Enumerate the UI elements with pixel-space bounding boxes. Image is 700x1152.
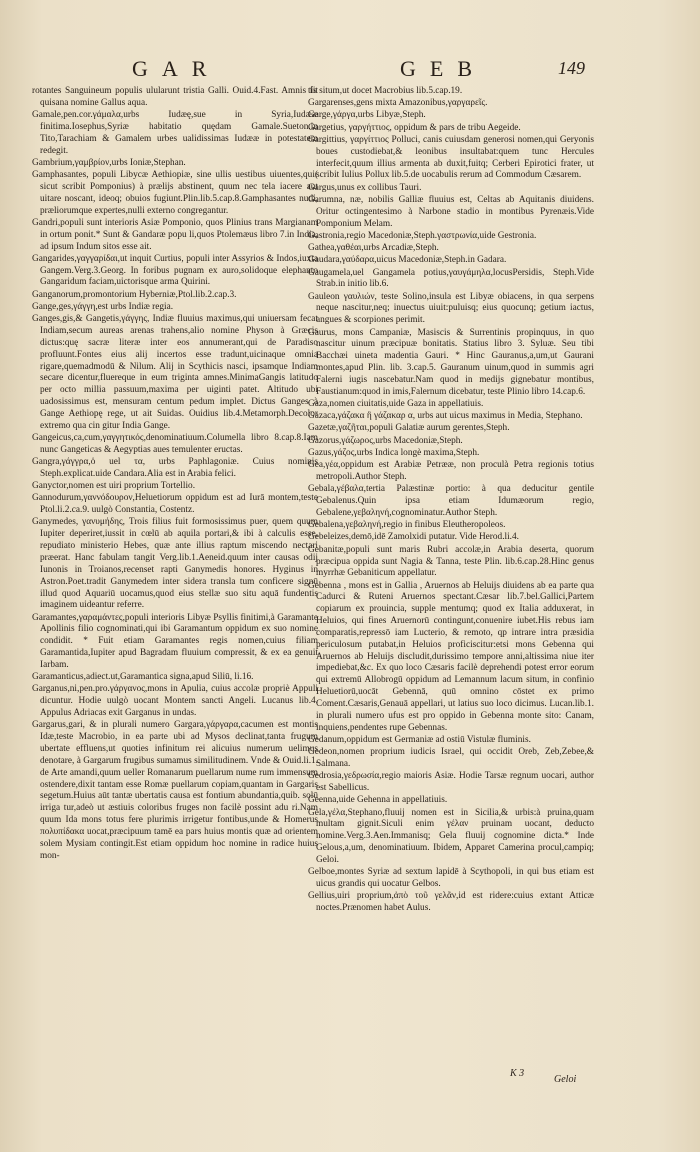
dictionary-entry: Gathea,γαθέαι,urbs Arcadiæ,Steph. — [308, 243, 439, 254]
signature-mark: K 3 — [510, 1068, 525, 1079]
dictionary-entry: Gelboe,montes Syriæ ad sextum lapidē à Scythopoli, in qui bus etiam est uicus grandis qui uocatur Gelbos. — [308, 867, 594, 890]
dictionary-entry: Garganus,ni,pen.pro.γάργανος,mons in Apulia, cuius accolæ propriè Appuli dicuntur. Hodie uulgò uocant Montem sancti Angeli. Lucanus lib.4. Appulus Adriacas exit Garganus in undas. — [32, 684, 318, 719]
dictionary-entry: Garamanticus,adiect.ut,Garamantica signa,apud Siliū, li.16. — [32, 672, 254, 683]
dictionary-entry: Gandri,populi sunt interioris Asiæ Pomponio, quos Plinius trans Margianam in ortum ponit.* Sunt & Gandaræ popu li,quos Ptolemæus libro 7.in India, ad ipsum Indum sitos esse ait. — [32, 217, 318, 252]
dictionary-entry: Gannodurum,γαννόδουρον,Heluetiorum oppidum est ad Iurā montem,teste Ptol.li.2.ca.9. uulgò Constantia, Costentz. — [32, 493, 318, 516]
dictionary-entry: Ganymedes, γανυμήδης, Trois filius fuit formosissimus puer, quem quum Iupiter deperiret,iussit in cœlū ab aquila portari,& ibi à calculis esse, repudiato ministerio Hebes, quæ ante illius raptum miscendo nectari præerat. Hanc fabulam tangit Verg.lib.1.Aeneid.quum inter causas odij Iunonis in Troianos,recenset rapti Ganymedis honores. Hyginus in Astron.Poet.tradit Ganymedem inter sidera transla tum conficere signū illud quod Aquariū uocamus,quod eius stellæ suo situ aquā fundentis imaginem uideantur referre. — [32, 517, 318, 611]
dictionary-entry: Gebala,γέβαλα,tertia Palæstinæ portio: à qua deducitur gentile Gebalenus.Quin ipsa etiam Idumæorum regio, Gebalene,γεβαληνή,cognominatur.Author Steph. — [308, 484, 594, 518]
dictionary-entry: Gazus,γάζος,urbs Indica longè maxima,Steph. — [308, 447, 480, 458]
dictionary-entry: Gangarides,γαγγαρίδαι,ut inquit Curtius, populi inter Assyrios & Indos,iuxta Gangem.Verg.3.Georg. In foribus pugnam ex auro,solidoque elephanto Gangaridum faciam,uictorisque arma Quirini. — [32, 253, 318, 288]
dictionary-entry: Gedeon,nomen proprium iudicis Israel, qui occidit Oreb, Zeb,Zebee,& Salmana. — [308, 747, 594, 770]
catchword: Geloi — [554, 1074, 577, 1085]
dictionary-entry: tis situm,ut docet Macrobius lib.5.cap.19. — [308, 86, 463, 96]
dictionary-entry: rotantes Sanguineum populis ulularunt tristia Galli. Ouid.4.Fast. Amnis fit quisana nomine Gallus aqua. — [32, 86, 318, 108]
dictionary-entry: Gangra,γάγγρα,ὁ uel τα, urbs Paphlagoniæ. Cuius nominis Steph.explicat.uide Candara.Alia est in Arabia felici. — [32, 457, 318, 479]
dictionary-entry: Gela,γέλα,Stephano,fluuij nomen est in Sicilia,& urbis:à pruina,quam multam gignit.Siculi enim γέλαν pruinam uocant, deducto nomine.Verg.3.Aen.Immanisq; Gela fluuij cognomine dicta.* Inde Gelous,a,um, denominatiuum. Ibidem, Apparet Camerina procul,campiq; Geloi. — [308, 807, 594, 865]
dictionary-entry: Gargarenses,gens mixta Amazonibus,γαργαρεῖς. — [308, 98, 488, 109]
dictionary-entry: Geenna,uide Gehenna in appellatiuis. — [308, 795, 448, 806]
dictionary-entry: Gazetæ,γαζῆται,populi Galatiæ aurum gerentes,Steph. — [308, 423, 510, 434]
dictionary-entry: Gange,ges,γάγγη,est urbs Indiæ regia. — [32, 301, 174, 312]
dictionary-entry: Gebeleizes,demō,idē Zamolxidi putatur. Vide Herod.li.4. — [308, 532, 519, 543]
dictionary-entry: Garumna, næ, nobilis Galliæ fluuius est, Celtas ab Aquitanis diuidens. Oritur octingentesimo à Narbone stadio in montibus Pyrenæis.Vide Pomponium Melam. — [308, 194, 594, 229]
dictionary-entry: Gauleon γαυλιών, teste Solino,insula est Libyæ obiacens, in qua serpens neque nascitur,neq; inuectus uiuit:puluisq; eius quocunq; getium iactus, angues & scorpiones perimit. — [308, 291, 594, 326]
dictionary-entry: Gambrium,γαμβρίον,urbs Ioniæ,Stephan. — [32, 157, 186, 168]
dictionary-entry: Gea,γέα,oppidum est Arabiæ Petrææ, non proculà Petra regionis totius metropoli.Author Steph. — [308, 460, 594, 483]
dictionary-entry: Gamphasantes, populi Libycæ Aethiopiæ, sine ullis uestibus uiuentes,qui( sicut scribit Pomponius) à prælijs abstinent, quum nec tela iacere aut uitare noscant, ideoq; obuios fugiunt.Plin.lib.5.cap.8.Gamphasantes nudi, præliorumque expertes,nulli externo congregantur. — [32, 170, 318, 216]
dictionary-entry: Gaurus, mons Campaniæ, Masiscis & Surrentinis propinquus, in quo nascitur uinum præcipuæ bonitatis. Statius libro 3. Syluæ. Seu tibi Bacchæi uineta madentia Gauri. * Hinc Gauranus,a,um,ut Gaurani montes,apud Plin. lib. 3.cap.5. Gauranum uinum,quod in summis agri Falerni iugis nascebatur.Nam quod in medijs gignebatur montibus, Faustianum:quod in imis,Falernum dicebatur, teste Plinio libro 14.cap.6. — [308, 327, 594, 397]
running-header — [0, 56, 700, 86]
dictionary-entry: Gedanum,oppidum est Germaniæ ad ostiū Vistulæ fluminis. — [308, 734, 531, 745]
dictionary-entry: Gargittius, γαργίττιος Polluci, canis cuiusdam generosi nomen,qui Geryonis boues custodiebat,& leonibus insultabat:quem tunc Hercules interfecit,quum illius armenta ab duxit,fuitq; Cerberi Epirotici frater, ut scribit Iulius Pollux lib.5.de uocabulis rerum ad Commodum Cæsarem. — [308, 134, 594, 181]
dictionary-entry: Gebanitæ,populi sunt maris Rubri accolæ,in Arabia deserta, quorum præcipua oppida sunt Nagia & Tanna, teste Plin. lib.6.cap.28.Hinc genus myrrhæ Gebaniticum appellatur. — [308, 544, 594, 579]
page-footer — [308, 1068, 594, 1084]
dictionary-entry: Gamale,pen.cor.γάμαλα,urbs Iudæę,sue in Syria,Iudææ finitima.Iosephus,Syriæ habitatio quędam Gamale.Sueton.in Tito,Tarachiam & Gamalem urbes ualidissimas Iudææ in potestatem redegit. — [32, 110, 318, 156]
dictionary-entry: Gangeicus,ca,cum,γαγγητικός,denominatiuum.Columella libro 8.cap.8.Iam nunc Gangeticas & Aegyptias aues temulenter eructas. — [32, 432, 318, 455]
dictionary-entry: Gargus,unus ex collibus Tauri. — [308, 182, 422, 193]
dictionary-entry: Ganganorum,promontorium Hyberniæ,Ptol.lib.2.cap.3. — [32, 289, 237, 300]
dictionary-entry: Gaudara,γαύδαρα,uicus Macedoniæ,Steph.in Gadara. — [308, 255, 507, 266]
header-left-heading: GAR — [132, 56, 221, 81]
right-column — [308, 86, 594, 915]
dictionary-entry: Garamantes,γαραμάντες,populi interioris Libyæ Psyllis finitimi,à Garamante Apollinis filio cognominati,qui ibi Garamantum oppidum ex suo nomine condidit. * Fuit etiam Garamantes regis nomen,cuius filiam Garamantida,Iupiter apud Bagradam fluuium compressit, & ex ea genuit Iarbam. — [32, 612, 318, 670]
dictionary-entry: Gellius,uiri proprium,ἀπὸ τοῦ γελᾶν,id est ridere:cuius extant Atticæ noctes.Prænomen habet Aulus. — [308, 891, 594, 914]
dictionary-entry: Ganges,gis,& Gangetis,γάγγης, Indiæ fluuius maximus,qui uniuersam fecat Indiam,secum aureas arenas trahens,alio nomine Physon à Græcis dictus:quę sacræ literæ inter eos annumerant,qui de Paradiso profluunt.Fontes eius alij incertos esse tradunt,uicinaque omnia rigare,quemadmodū & Nilum. Alij in Scythicis nasci, ipsamque Indiam secare dicentur,fluereque in eum triginta amnes.MinimaGangis latitudo per octo millia passuum,maxima per uiginti patet. Altitudo ubi uadosissimus est, mensuram centum pedum implet. Dictus Ganges à Gange Aethiopę rege, ut ait Suidas. Ouidius lib.4.Metamorph.Decolor extremo qua cin gitur India Gange. — [32, 314, 318, 431]
dictionary-entry: Ganyctor,nomen est uiri proprium Tortellio. — [32, 481, 196, 492]
page-number: 149 — [558, 58, 585, 78]
dictionary-entry: Gargarus,gari, & in plurali numero Gargara,γάργαρα,cacumen est montis Idæ,teste Macrobio, in ea parte ubi ad Mysos declinat,tanta frugum ubertate effluens,ut quoties infinitum rei alicuius numerum uelimus denotare, à Gargarum frugibus sumamus similitudinem. Vnde & Ouid.li.1. de Arte amandi,quum ueller Romanarum puellarum nume rum immensum ostendere,dixit tantam esse Romæ puellarum copiam,quantam in Gargaris segetum.Huius aūt tantæ ubertatis causa est fontium abundantia,quib. solū irriga tur,adeò ut æstiuis coloribus fruges non facilè possint adu ri.Nam quum Ida mons totus fere plurimis irrigetur fontibus,unde & Homerus πολυπίδακα uocat,præcipuum tamē ea pars huius montis quæ ad orientem solem Mysiam contingit.Est etiam oppidum hoc nomine in radice huius mon- — [32, 720, 318, 861]
dictionary-entry: Gedrosia,γεδρωσία,regio maioris Asiæ. Hodie Tarsæ regnum uocari, author est Sabellicus. — [308, 771, 594, 794]
dictionary-entry: Gastronia,regio Macedoniæ,Steph.γαστρωνία,uide Gestronia. — [308, 230, 537, 241]
dictionary-entry: Gazorus,γάζωρος,urbs Macedoniæ,Steph. — [308, 435, 463, 446]
dictionary-entry: Gebenna , mons est in Gallia , Aruernos ab Heluijs diuidens ab ea parte qua Cadurci & Ruteni Aruernos spectant.Cæsar lib.7.bel.Gallici,Partem copiarum ex prouincia, supple mentumq; quod ex Italia adduxerat, in Heluios, qui fines Aruernorū contingunt,conuenire iubet.His rebus iam comparatis,repressō iam Lucterio, & remoto, qp intrare intra præsidia periculosum putabat,in Heluios proficiscitur:etsi mons Gebenna qui Aruernos ab Heluijs discludit,durissimo tempore anni,altissima niue iter impediebat,&c. Ex quo loco Cæsaris facilè deprehendi potest error eorum qui extremū Allobrogū oppidum ad Lemannum lacum situm, in confinio Heluetiorū,uocāt Gebennā, quū omnino cōstet ex primo Coment.Cæsaris,Genauā appellari, ut latius suo loco dicimus. Lucan.lib.1. in plurali numero ufus est pro oppido in Gebenna monte sito: Canam, inquiens,pendentes rupe Gebennas. — [308, 580, 594, 733]
left-column — [32, 86, 318, 863]
header-right-heading: GEB — [400, 56, 486, 81]
dictionary-entry: Gargetius, γαργήττιος, oppidum & pars de tribu Aegeide. — [308, 122, 521, 133]
dictionary-entry: Gaza,nomen ciuitatis,uide Gaza in appellatiuis. — [308, 399, 484, 410]
dictionary-entry: Gebalena,γεβαληνή,regio in finibus Eleutheropoleos. — [308, 520, 506, 531]
dictionary-entry: Garge,γάργα,urbs Libyæ,Steph. — [308, 110, 426, 121]
dictionary-entry: Gaugamela,uel Gangamela potius,γαυγάμηλα,locusPersidis, Steph.Vide Strab.in initio lib.6. — [308, 267, 594, 290]
dictionary-entry: Gazaca,γάζακα ἢ γάζακαρ α, urbs aut uicus maximus in Media, Stephano. — [308, 411, 583, 422]
